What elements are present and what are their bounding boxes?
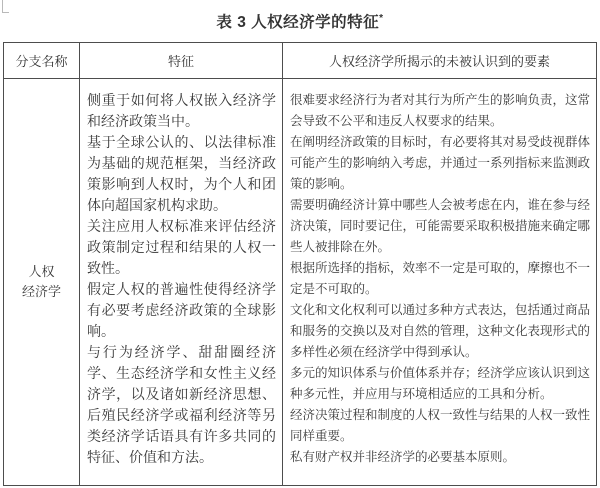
feature-paragraph: 侧重于如何将人权嵌入经济学和经济政策当中。 <box>87 92 276 129</box>
table-caption-footnote-marker: * <box>379 12 384 24</box>
branch-name-line-2: 经济学 <box>21 284 61 299</box>
feature-paragraph: 关注应用人权标准来评估经济政策制定过程和结果的人权一致性。 <box>87 218 276 276</box>
element-paragraph: 在阐明经济政策的目标时，有必要将其对易受歧视群体可能产生的影响纳入考虑，并通过一系列指标来监测政策的影响。 <box>290 135 591 191</box>
element-paragraph: 需要明确经济计算中哪些人会被考虑在内，谁在参与经济决策，同时要记住，可能需要采取积极措施来确定哪些人被排除在外。 <box>290 198 591 254</box>
cell-branch-name <box>4 79 80 486</box>
column-header-branch-name: 分支名称 <box>4 43 80 79</box>
element-paragraph: 很难要求经济行为者对其行为所产生的影响负责，这常会导致不公平和违反人权要求的结果。 <box>290 93 591 128</box>
element-paragraph: 文化和文化权利可以通过多种方式表达，包括通过商品和服务的交换以及对自然的管理，这种文化表现形式的多样性必须在经济学中得到承认。 <box>290 303 591 359</box>
element-paragraph: 多元的知识体系与价值体系并存；经济学应该认识到这种多元性，并应用与环境相适应的工具和分析。 <box>290 366 591 401</box>
element-paragraph: 经济决策过程和制度的人权一致性与结果的人权一致性同样重要。 <box>290 408 591 443</box>
feature-paragraph: 与行为经济学、甜甜圈经济学、生态经济学和女性主义经济学，以及诸如新经济思想、后殖民经济学或福利经济等另类经济学话语具有许多共同的特征、价值和方法。 <box>87 344 276 465</box>
column-header-features: 特征 <box>80 43 283 79</box>
table-row <box>4 79 597 486</box>
table-header-row <box>4 43 597 79</box>
column-header-unrecognized-elements: 人权经济学所揭示的未被认识到的要素 <box>283 43 597 79</box>
cell-features <box>80 79 283 486</box>
table-caption-text: 表 3 人权经济学的特征 <box>216 14 380 31</box>
human-rights-economics-table <box>3 42 597 486</box>
element-paragraph: 私有财产权并非经济学的必要基本原则。 <box>290 450 516 464</box>
table-caption <box>0 10 600 32</box>
feature-paragraph: 假定人权的普遍性使得经济学有必要考虑经济政策的全球影响。 <box>87 281 276 339</box>
branch-name-line-1: 人权 <box>28 264 55 279</box>
cell-unrecognized-elements <box>283 79 597 486</box>
element-paragraph: 根据所选择的指标，效率不一定是可取的，摩擦也不一定是不可取的。 <box>290 261 591 296</box>
feature-paragraph: 基于全球公认的、以法律标准为基础的规范框架，当经济政策影响到人权时，为个人和团体向超国家机构求助。 <box>87 134 276 213</box>
